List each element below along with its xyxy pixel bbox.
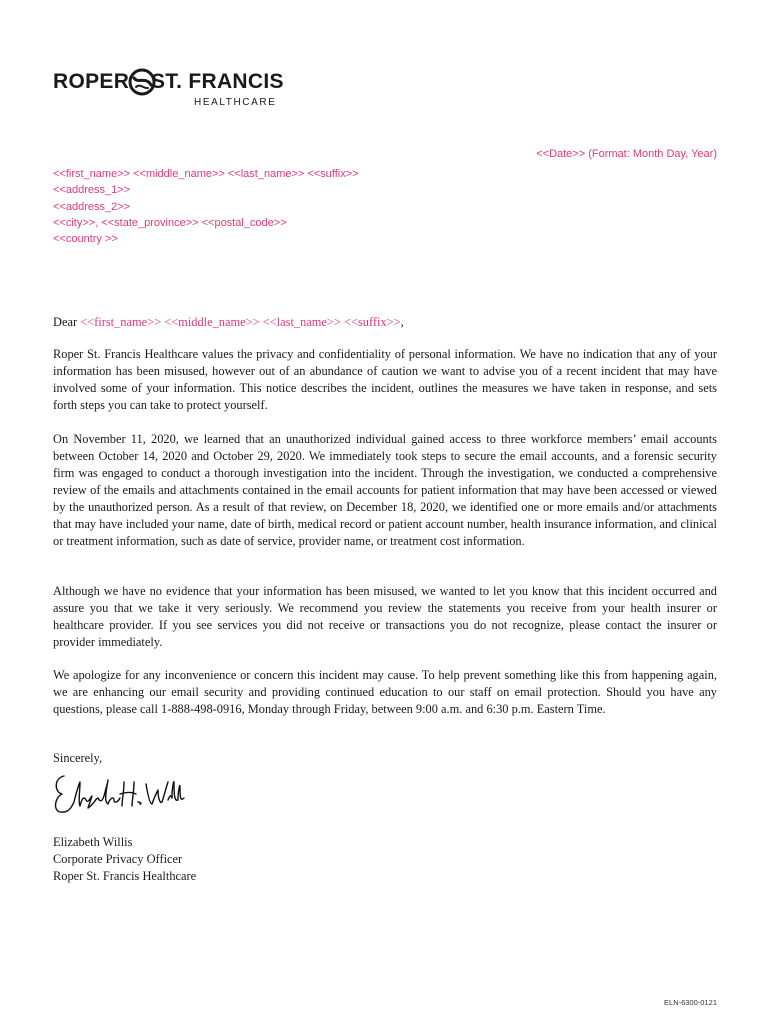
salutation-prefix: Dear [53,315,81,329]
signer-name: Elizabeth Willis [53,835,133,849]
closing: Sincerely, [53,751,103,765]
paragraph-intro: Roper St. Francis Healthcare values the privacy and confidentiality of personal information. We have no indication that any of your information has been misused, however out of an abundance of caution we want to advise you of a recent incident that may have involved some of your information. This notice describes the incident, outlines the measures we have taken in response, and sets forth steps you can take to protect yourself. [53,347,717,412]
salutation-comma: , [400,315,404,329]
logo-text-healthcare: HEALTHCARE [194,97,277,108]
salutation [53,314,717,331]
recipient-city-line: <<city>>, <<state_province>> <<postal_code>> [53,216,287,229]
recipient-name-line: <<first_name>> <<middle_name>> <<last_name>> <<suffix>> [53,168,359,180]
roper-st-francis-logo [53,70,293,114]
signer-organization: Roper St. Francis Healthcare [53,869,197,883]
handwritten-signature [50,768,185,820]
logo-text-roper: ROPER [53,70,130,93]
salutation-name-placeholder: <<first_name>> <<middle_name>> <<last_name>> <<suffix>> [80,315,401,329]
recipient-address-block [53,166,359,247]
date-placeholder: <<Date>> (Format: Month Day, Year) [536,148,717,160]
recipient-address-2: <<address_2>> [53,200,131,213]
recipient-address-1: <<address_1>> [53,184,131,197]
paragraph-recommendation: Although we have no evidence that your information has been misused, we wanted to let you know that this incident occurred and assure you that we take it very seriously. We recommend you review the statements you receive from your health insurer or healthcare provider. If you see services you did not receive or transactions you do not recognize, please contact the insurer or provider immediately. [53,584,717,649]
paragraph-incident-details: On November 11, 2020, we learned that an unauthorized individual gained access to three workforce members’ email accounts between October 14, 2020 and October 29, 2020. We immediately took steps to secure the email accounts, and a forensic security firm was engaged to conduct a thorough investigation into the incident. Through the investigation, we conducted a comprehensive review of the emails and attachments contained in the email accounts for patient information that may have been accessed or viewed by the unauthorized person. As a result of that review, on December 18, 2020, we identified one or more emails and/or attachments that may have included your name, date of birth, medical record or patient account number, health insurance information, and clinical or treatment information, such as date of service, provider name, or treatment cost information. [53,432,717,548]
logo-text-st-francis: ST. FRANCIS [151,70,284,93]
signer-title: Corporate Privacy Officer [53,852,183,866]
paragraph-apology-contact: We apologize for any inconvenience or concern this incident may cause. To help prevent something like this from happening again, we are enhancing our email security and providing continued education to our staff on email protection. Should you have any questions, please call 1-888-498-0916, Monday through Friday, between 9:00 a.m. and 6:30 p.m. Eastern Time. [53,668,717,716]
recipient-country: <<country >> [53,233,118,246]
signer-block [53,834,196,885]
document-code: ELN-6300-0121 [664,998,717,1007]
